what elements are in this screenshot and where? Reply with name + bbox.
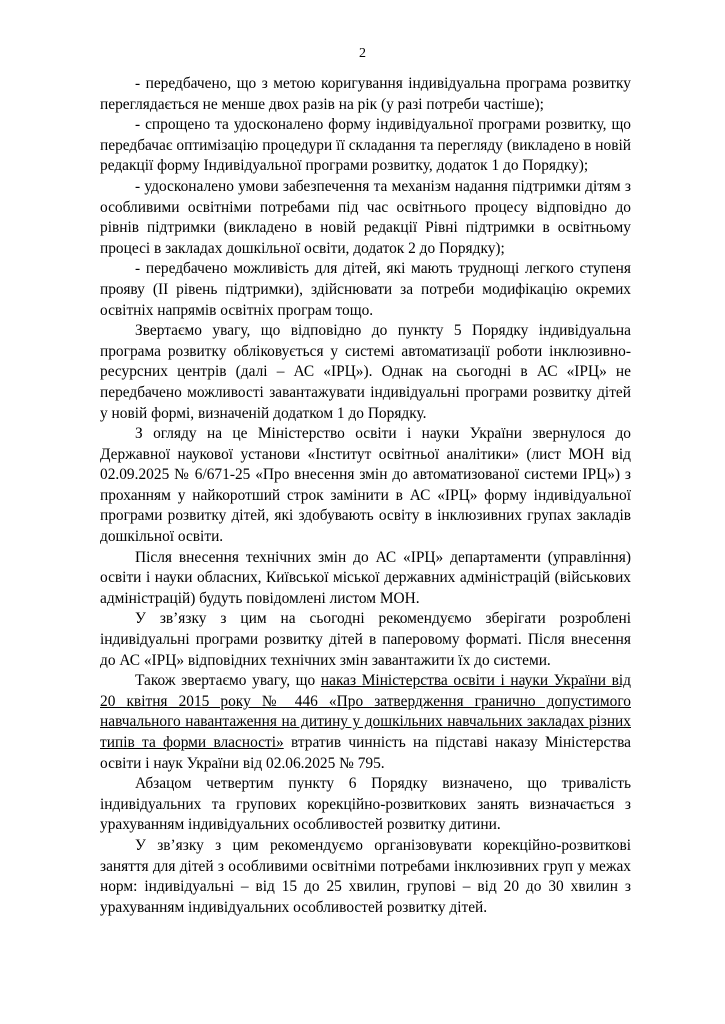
order-446-link[interactable]: наказ Міністерства освіти і науки України від 20 квітня 2015 року № 446 «Про затвердження гранично допустимого навчального навантаження на дитину у дошкільних навчальних закладах різних типів та форми власності» [100,672,632,751]
paragraph-order-outro: втратив чинність на підставі наказу Міністерства освіти і наук України від 02.06.2025 № 795. [100,734,631,772]
paragraph-paper-format: У зв’язку з цим на сьогодні рекомендуємо зберігати розроблені індивідуальні програми розвитку дітей в паперовому форматі. Після внесення до АС «ІРЦ» відповідних технічних змін завантажити їх до системи. [100,610,631,669]
list-item-modification: - передбачено можливість для дітей, які мають труднощі легкого ступеня прояву (ІІ рівень підтримки), здійснювати за потреби модифікацію окремих освітніх напрямів освітніх програм тощо. [100,260,631,319]
paragraph-notification: Після внесення технічних змін до АС «ІРЦ» департаменти (управління) освіти і науки обласних, Київської міської державних адміністрацій (військових адміністрацій) будуть повідомлені листом МОН. [100,548,631,607]
paragraph-order-intro: Також звертаємо увагу, що [135,672,321,690]
list-item-simplified-form: - спрощено та удосконалено форму індивідуальної програми розвитку, що передбачає оптимізацію процедури її складання та перегляду (викладено в новій редакції форму Індивідуальної програми розвитку, додаток 1 до Порядку); [100,116,631,175]
list-item-review-frequency: - передбачено, що з метою коригування індивідуальна програма розвитку переглядається не менше двох разів на рік (у разі потреби частіше); [100,75,631,113]
paragraph-recommendation: У зв’язку з цим рекомендуємо організовувати корекційно-розвиткові заняття для дітей з особливими освітніми потребами інклюзивних груп у межах норм: індивідуальні – від 15 до 25 хвилин, групові – від 20 до 30 хвилин з урахуванням індивідуальних особливостей розвитку дітей. [100,836,631,916]
paragraph-order-repealed [100,671,631,774]
page-number: 2 [359,46,366,61]
paragraph-irc-system: Звертаємо увагу, що відповідно до пункту 5 Порядку індивідуальна програма розвитку обліковується у системі автоматизації роботи інклюзивно-ресурсних центрів (далі – АС «ІРЦ»). Однак на сьогодні в АС «ІРЦ» не передбачено можливості завантажувати індивідуальні програми розвитку дітей у новій формі, визначеній додатком 1 до Порядку. [100,322,631,422]
paragraph-session-duration: Абзацом четвертим пункту 6 Порядку визначено, що тривалість індивідуальних та групових корекційно-розвиткових занять визначається з урахуванням індивідуальних особливостей розвитку дитини. [100,775,631,834]
list-item-support-conditions: - удосконалено умови забезпечення та механізм надання підтримки дітям з особливими освітніми потребами під час освітнього процесу відповідно до рівнів підтримки (викладено в новій редакції Рівні підтримки в освітньому процесі в закладах дошкільної освіти, додаток 2 до Порядку); [100,177,631,257]
paragraph-ministry-request: З огляду на це Міністерство освіти і науки України звернулося до Державної наукової установи «Інститут освітньої аналітики» (лист МОН від 02.09.2025 № 6/671-25 «Про внесення змін до автоматизованої системи ІРЦ») з проханням у найкоротший строк замінити в АС «ІРЦ» форму індивідуальної програми розвитку дітей, які здобувають освіту в інклюзивних групах закладів дошкільної освіти. [100,425,631,546]
document-body [100,74,631,918]
